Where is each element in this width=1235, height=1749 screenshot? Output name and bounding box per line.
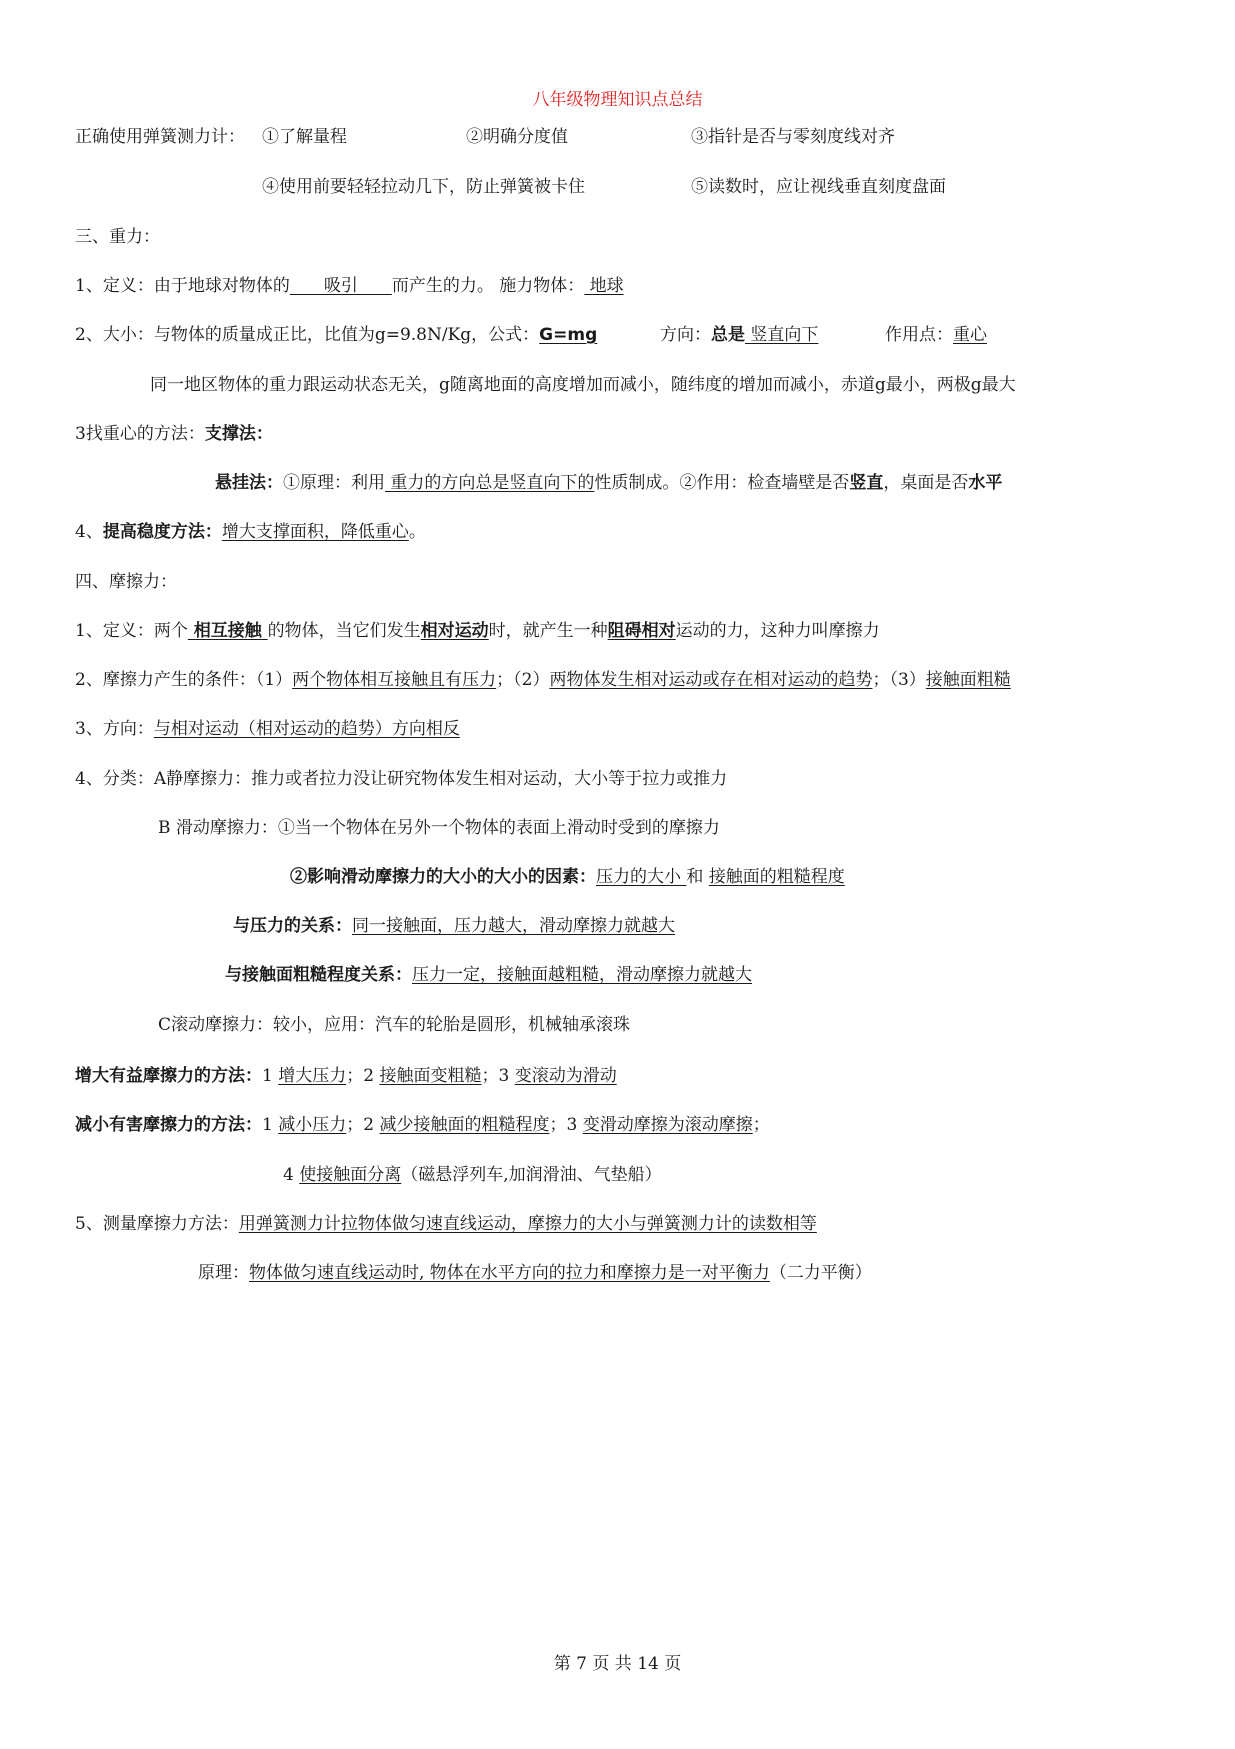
- pressure-relation: 与压力的关系：同一接触面，压力越大，滑动摩擦力就越大: [233, 916, 675, 936]
- friction-conditions: 2、摩擦力产生的条件：（1）两个物体相互接触且有压力；（2）两物体发生相对运动或存在相对运动的趋势；（3）接触面粗糙: [75, 670, 1011, 690]
- spring-scale-item-2: ②明确分度值: [466, 127, 568, 147]
- page-title: 八年级物理知识点总结: [532, 90, 703, 110]
- decrease-friction: 减小有害摩擦力的方法：1 减小压力；2 减少接触面的粗糙程度；3 变滑动摩擦为滚动摩擦；: [75, 1115, 770, 1135]
- gravity-size: 2、大小：与物体的质量成正比，比值为g=9.8N/Kg，公式：G=mg: [75, 325, 598, 345]
- center-of-gravity: 3找重心的方法：支撑法：: [75, 424, 273, 444]
- friction-definition: 1、定义：两个 相互接触 的物体，当它们发生相对运动时，就产生一种阻碍相对运动的力，这种力叫摩擦力: [75, 621, 880, 641]
- friction-class-a: 4、分类：A静摩擦力：推力或者拉力没让研究物体发生相对运动，大小等于拉力或推力: [75, 769, 728, 789]
- gravity-heading: 三、重力：: [75, 227, 160, 247]
- spring-scale-item-1: ①了解量程: [262, 127, 347, 147]
- gravity-note: 同一地区物体的重力跟运动状态无关，g随离地面的高度增加而减小，随纬度的增加而减小，赤道g最小，两极g最大: [150, 375, 1016, 395]
- roughness-relation: 与接触面粗糙程度关系：压力一定，接触面越粗糙，滑动摩擦力就越大: [225, 965, 752, 985]
- spring-scale-item-5: ⑤读数时，应让视线垂直刻度盘面: [691, 177, 946, 197]
- spring-scale-item-3: ③指针是否与零刻度线对齐: [691, 127, 895, 147]
- measure-principle: 原理：物体做匀速直线运动时, 物体在水平方向的拉力和摩擦力是一对平衡力（二力平衡）: [198, 1263, 872, 1283]
- increase-friction: 增大有益摩擦力的方法：1 增大压力；2 接触面变粗糙；3 变滚动为滑动: [75, 1066, 617, 1086]
- spring-scale-item-4: ④使用前要轻轻拉动几下，防止弹簧被卡住: [262, 177, 585, 197]
- decrease-friction-4: 4 使接触面分离（磁悬浮列车,加润滑油、气垫船）: [283, 1165, 662, 1185]
- sliding-factors: ②影响滑动摩擦力的大小的大小的因素：压力的大小 和 接触面的粗糙程度: [290, 867, 845, 887]
- measure-friction: 5、测量摩擦力方法：用弹簧测力计拉物体做匀速直线运动，摩擦力的大小与弹簧测力计的读数相等: [75, 1214, 817, 1234]
- gravity-definition: 1、定义：由于地球对物体的 吸引 而产生的力。 施力物体： 地球: [75, 276, 624, 296]
- friction-direction: 3、方向：与相对运动（相对运动的趋势）方向相反: [75, 719, 460, 739]
- stability-method: 4、提高稳度方法：增大支撑面积，降低重心。: [75, 522, 426, 542]
- friction-heading: 四、摩擦力：: [75, 572, 177, 592]
- gravity-point: 作用点：重心: [885, 325, 987, 345]
- spring-scale-label: 正确使用弹簧测力计：: [75, 127, 245, 147]
- hang-method: 悬挂法：①原理：利用 重力的方向总是竖直向下的性质制成。②作用：检查墙壁是否竖直，桌面是否水平: [215, 473, 1003, 493]
- gravity-direction: 方向：总是 竖直向下: [660, 325, 819, 345]
- rolling-friction: C滚动摩擦力：较小，应用：汽车的轮胎是圆形，机械轴承滚珠: [158, 1015, 631, 1035]
- page-footer: 第 7 页 共 14 页: [553, 1654, 682, 1674]
- friction-class-b: B 滑动摩擦力：①当一个物体在另外一个物体的表面上滑动时受到的摩擦力: [158, 818, 720, 838]
